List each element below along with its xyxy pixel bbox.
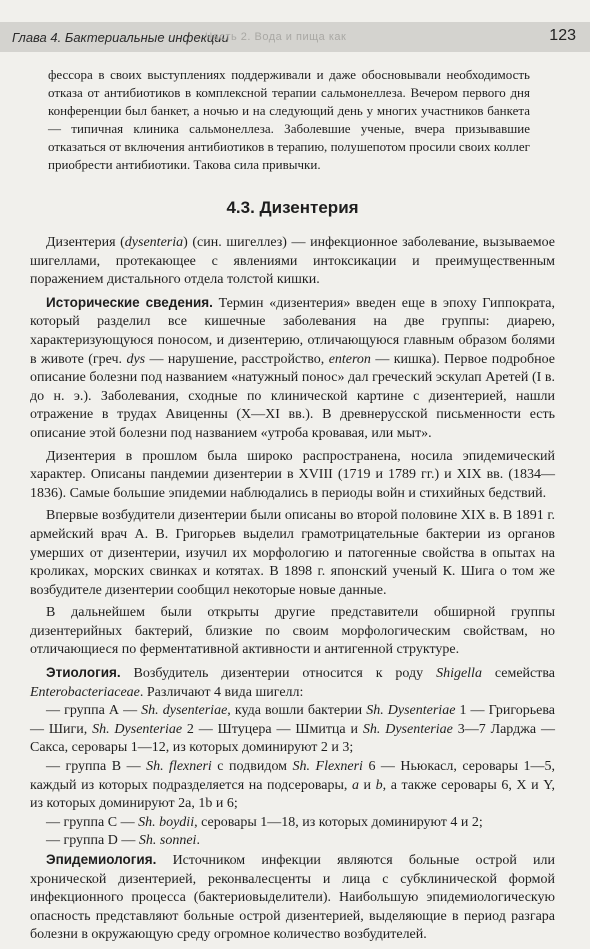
other-species-paragraph: В дальнейшем были открыты другие представители обширной группы дизентерийных бактерий, близкие по своим морфологическим свойствам, но отличающиеся по ферментативной активности и антигенной структуре. (30, 605, 555, 658)
discovery-paragraph: Впервые возбудители дизентерии были описаны во второй половине XIX в. В 1891 г. армейский врач А. В. Григорьев выделил грамотрицательные бактерии из органов умерших от дизентерии, изучил их морфологию и патогенные свойства в опытах на кроликах, морских свинках и котятах. В 1898 г. японский ученый К. Шига о том же возбудителе дизентерии сообщил некоторые новые данные. (30, 508, 555, 598)
list-item-group-a: — группа А — Sh. dysenteriae, куда вошли бактерии Sh. Dysenteriae 1 — Григорьева — Шиги, Sh. Dysenteriae 2 — Штуцера — Шмитца и Sh. Dysenteriae 3—7 Ларджа — Сакса, серовары 1—12, из которых доминируют 2 и 3; (30, 703, 555, 756)
epidemiology-heading: Эпидемиология. (46, 852, 157, 867)
show-through-text: Часть 2. Вода и пища как (205, 31, 347, 43)
section-title: 4.3. Дизентерия (226, 198, 359, 217)
epidemiology-paragraph: Эпидемиология. Источником инфекции являются больные острой или хронической дизентерией, реконвалесценты и лица с субклинической формой инфекционного процесса (бактериовыделители). Наибольшую эпидемиологическую опасность представляют больные острой дизентерией, выделяющие в период разгара болезни в окружающую среду огромное количество возбудителей. (30, 852, 555, 943)
page-content (30, 66, 555, 949)
epidemics-paragraph: Дизентерия в прошлом была широко распространена, носила эпидемический характер. Описаны пандемии дизентерии в XVIII (1719 и 1789 гг.) и XIX вв. (1834—1836). Самые большие эпидемии наблюдались в периоды войн и стихийных бедствий. (30, 448, 555, 501)
etiology-heading: Этиология. (46, 665, 121, 681)
history-heading: Исторические сведения. (46, 294, 213, 310)
intro-story (48, 66, 530, 174)
list-item-group-c: — группа С — Sh. boydii, серовары 1—18, из которых доминируют 4 и 2; (46, 814, 483, 830)
page-number: 123 (549, 27, 576, 44)
list-item-group-b: — группа В — Sh. flexneri с подвидом Sh. Flexneri 6 — Ньюкасл, серовары 1—5, каждый из которых подразделяется на подсеровары, a и b, а также серовары 6, X и Y, из которых доминируют 2a, 1b и 6; (30, 759, 556, 812)
definition-paragraph: Дизентерия (dysenteria) (син. шигеллез) — инфекционное заболевание, вызываемое шигеллами, протекающее с явлениями интоксикации и преимущественным поражением дистального отдела толстой кишки. (30, 235, 555, 288)
etiology-paragraph: Этиология. Возбудитель дизентерии относится к роду Shigella семейства Enterobacteriaceae. Различают 4 вида шигелл: (30, 665, 555, 700)
main-text (30, 234, 555, 945)
page-header (0, 22, 590, 52)
chapter-title: Глава 4. Бактериальные инфекции (12, 30, 229, 45)
list-item-group-d: — группа D — Sh. sonnei. (46, 833, 200, 849)
intro-paragraph: фессора в своих выступлениях поддерживали и даже обосновывали необходимость отказа от антибиотиков в комплексной терапии сальмонеллеза. Вечером первого дня конференции был банкет, а ночью и на следующий день у многих участников банкета — типичная клиника сальмонеллеза. Заболевшие ученые, вчера призывавшие отказаться от включения антибиотиков в терапию, полушепотом просили своих коллег приобрести антибиотики. Такова сила привычки. (48, 67, 530, 172)
history-paragraph: Исторические сведения. Термин «дизентерия» введен еще в эпоху Гиппократа, который разделил все кишечные заболевания на две группы: диарею, характеризующуюся поносом, и дизентерию, отличающуюся главным образом болями в животе (греч. dys — нарушение, расстройство, enteron — кишка). Первое подробное описание болезни под названием «натужный понос» дал греческий эскулап Аретей (I в. до н. э.). Заболевания, сходные по клинической картине с дизентерией, нашли отражение в трудах Авиценны (X—XI вв.). В древнерусской письменности есть описание этой болезни под названием «утроба кровавая, или мыт». (30, 294, 555, 441)
